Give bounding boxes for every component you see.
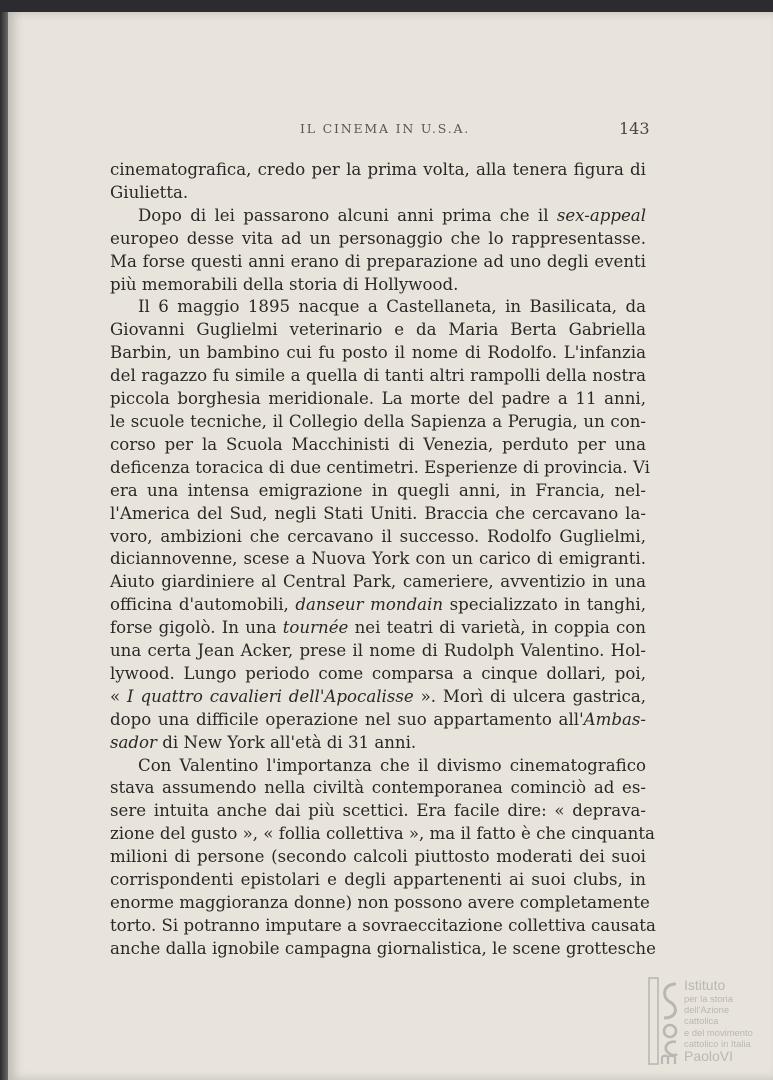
text-line: europeo desse vita ad un personaggio che lo rappresentasse.	[110, 228, 646, 248]
watermark-line: dell'Azione cattolica	[684, 1004, 730, 1027]
text-line: sador di New York all'età di 31 anni.	[110, 732, 417, 752]
text-line: piccola borghesia meridionale. La morte del padre a 11 anni,	[110, 389, 646, 409]
italic-term: sador	[110, 732, 157, 752]
text-line: voro, ambizioni che cercavano il successo. Rodolfo Guglielmi,	[110, 526, 646, 546]
text-line: Giovanni Guglielmi veterinario e da Maria Berta Gabriella	[110, 320, 646, 340]
italic-term: Ambas-	[583, 709, 646, 729]
text-line: del ragazzo fu simile a quella di tanti altri rampolli della nostra	[110, 366, 646, 386]
text-line: Ma forse questi anni erano di preparazione ad uno degli eventi	[110, 251, 646, 271]
italic-term: sex-appeal	[556, 205, 646, 225]
watermark-text	[684, 978, 766, 1064]
text-line: torto. Si potranno imputare a sovraeccitazione collettiva causata	[110, 915, 656, 935]
watermark-line: cattolico in Italia	[684, 1037, 751, 1049]
text-line: deficenza toracica di due centimetri. Esperienze di provincia. Vi	[110, 457, 650, 477]
text-line: era una intensa emigrazione in quegli anni, in Francia, nel-	[110, 480, 646, 500]
text-line: Con Valentino l'importanza che il divismo cinematografico	[138, 755, 646, 775]
page-number: 143	[619, 119, 650, 138]
text-line: cinematografica, credo per la prima volta, alla tenera figura di	[110, 160, 646, 179]
text-line: enorme maggioranza donne) non possono avere completamente	[110, 893, 650, 912]
text-line: corrispondenti epistolari e degli appartenenti ai suoi clubs, in	[110, 870, 646, 890]
watermark-line: per la storia	[684, 993, 733, 1004]
text-line: stava assumendo nella civiltà contemporanea cominciò ad es-	[110, 778, 646, 798]
film-title: I quattro cavalieri dell'Apocalisse	[127, 686, 414, 706]
isacem-watermark	[648, 976, 766, 1068]
text-line: zione del gusto », « follia collettiva », ma il fatto è che cinquanta	[110, 824, 655, 844]
text-line: sere intuita anche dai più scettici. Era facile dire: « deprava-	[110, 801, 646, 821]
italic-term: tournée	[282, 618, 349, 638]
text-line: milioni di persone (secondo calcoli piuttosto moderati dei suoi	[110, 847, 646, 867]
scan-top-edge	[0, 0, 773, 12]
text-line: le scuole tecniche, il Collegio della Sapienza a Perugia, un con-	[110, 411, 646, 431]
text-line: Aiuto giardiniere al Central Park, cameriere, avventizio in una	[110, 572, 646, 592]
text-line: forse gigolò. In una tournée nei teatri di varietà, in coppia con	[110, 618, 646, 638]
text-line: diciannovenne, scese a Nuova York con un carico di emigranti.	[110, 549, 646, 569]
running-title: IL CINEMA IN U.S.A.	[300, 121, 471, 136]
italic-term: danseur mondain	[295, 595, 444, 615]
book-gutter-shadow	[0, 12, 8, 1080]
body-text	[110, 159, 656, 961]
text-line: una certa Jean Acker, prese il nome di Rudolph Valentino. Hol-	[110, 641, 646, 661]
text-line: Dopo di lei passarono alcuni anni prima che il sex-appeal	[138, 205, 646, 225]
text-line: Il 6 maggio 1895 nacque a Castellaneta, in Basilicata, da	[138, 297, 646, 317]
watermark-line: Istituto	[684, 977, 726, 993]
text-line: anche dalla ignobile campagna giornalistica, le scene grottesche	[110, 938, 656, 958]
text-line: l'America del Sud, negli Stati Uniti. Braccia che cercavano la-	[110, 503, 646, 523]
watermark-line: e del movimento	[684, 1026, 753, 1038]
watermark-line: PaoloVI	[684, 1048, 734, 1065]
text-line: dopo una difficile operazione nel suo appartamento all'Ambas-	[110, 709, 646, 729]
text-line: Giulietta.	[110, 182, 189, 202]
text-line: corso per la Scuola Macchinisti di Venezia, perduto per una	[110, 434, 646, 454]
text-line: « I quattro cavalieri dell'Apocalisse ». Morì di ulcera gastrica,	[110, 686, 646, 706]
text-line: lywood. Lungo periodo come comparsa a cinque dollari, poi,	[110, 663, 646, 683]
isacem-logo-icon	[648, 976, 682, 1066]
text-line: officina d'automobili, danseur mondain specializzato in tanghi,	[110, 595, 646, 615]
text-line: Barbin, un bambino cui fu posto il nome di Rodolfo. L'infanzia	[110, 343, 646, 363]
text-line: più memorabili della storia di Hollywood.	[110, 274, 459, 294]
